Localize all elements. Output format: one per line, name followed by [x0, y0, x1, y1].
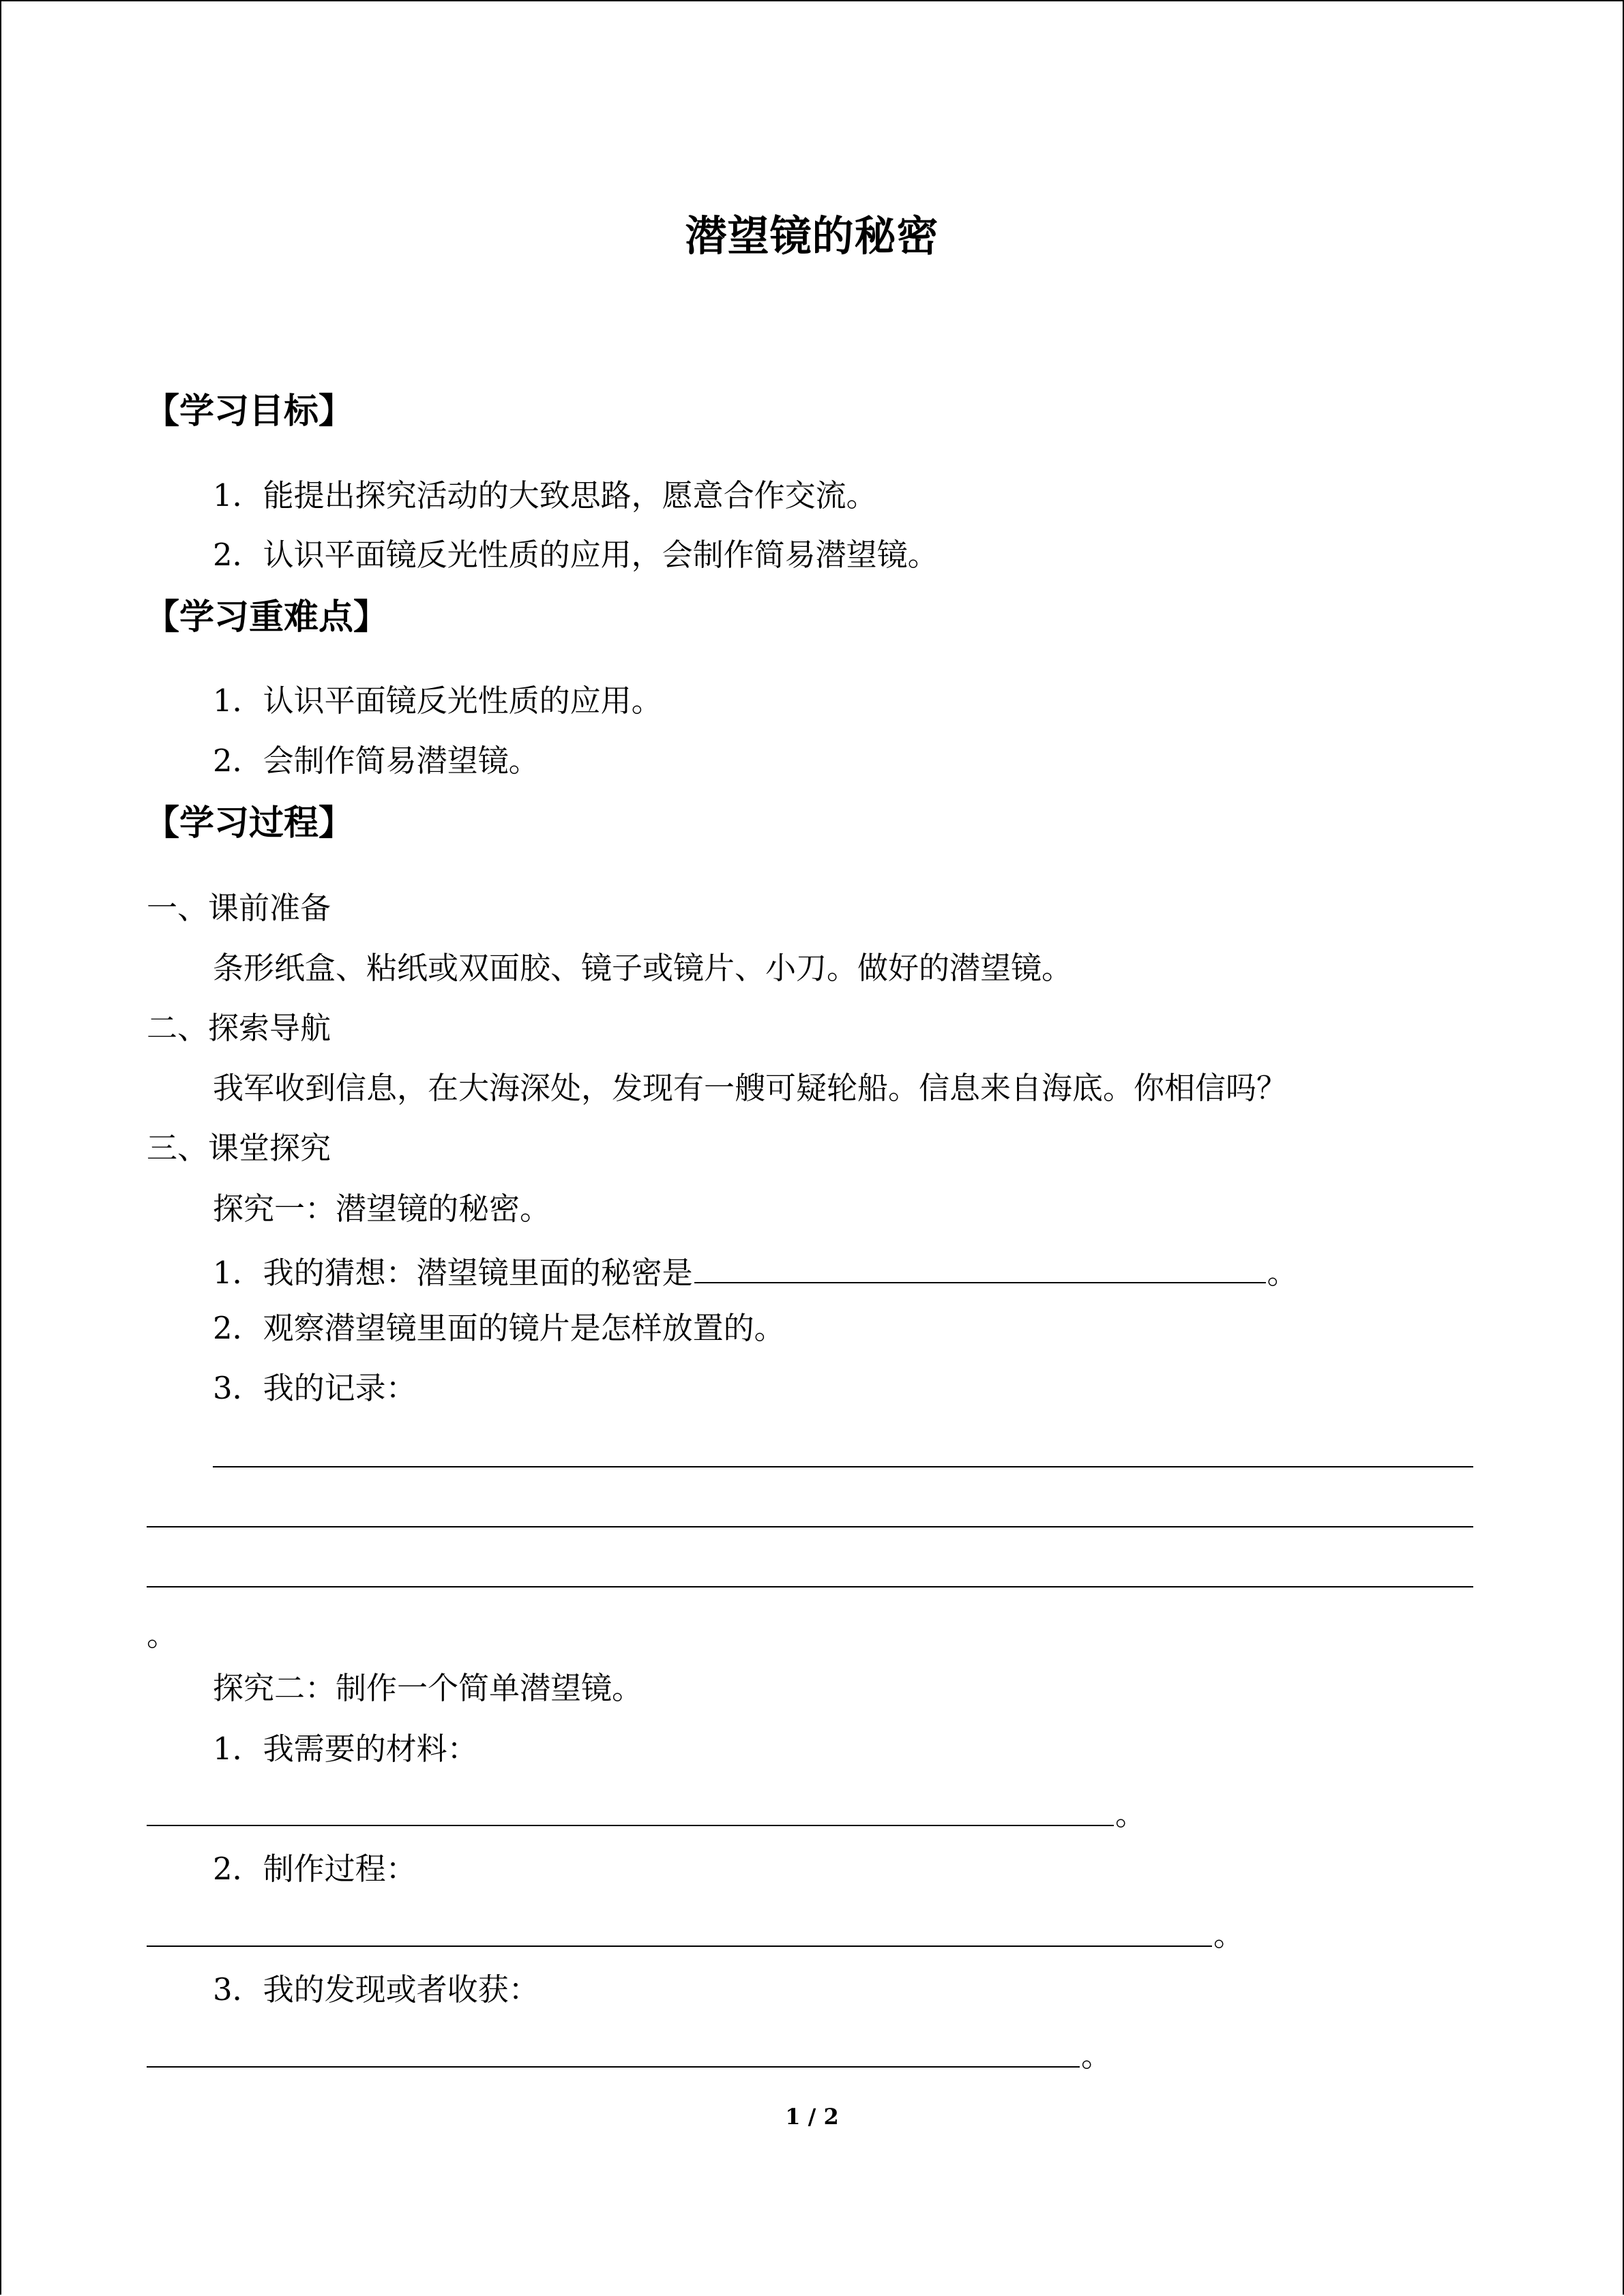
objective-item-2: 2．认识平面镜反光性质的应用，会制作简易潜望镜。: [213, 537, 939, 573]
part2-label: 二、探索导航: [147, 1010, 331, 1046]
inquiry2-q2: 2．制作过程：: [213, 1851, 417, 1887]
process-heading: 【学习过程】: [145, 803, 354, 844]
inquiry2-q1: 1．我需要的材料：: [213, 1731, 478, 1767]
record-line-1[interactable]: [213, 1466, 1473, 1467]
page-number: 1 / 2: [785, 2104, 839, 2130]
materials-answer-line[interactable]: [147, 1825, 1114, 1826]
record-end-mark: 。: [147, 1617, 178, 1653]
page-title: 潜望镜的秘密: [685, 212, 939, 260]
record-line-2[interactable]: [147, 1526, 1473, 1527]
objectives-heading: 【学习目标】: [145, 391, 354, 432]
key-point-item-2: 2．会制作简易潜望镜。: [213, 743, 540, 779]
process-end-mark: 。: [1213, 1917, 1245, 1953]
inquiry1-q3: 3．我的记录：: [213, 1370, 417, 1406]
objective-item-1: 1．能提出探究活动的大致思路，愿意合作交流。: [213, 477, 877, 513]
inquiry1-q1-suffix: 。: [1267, 1255, 1298, 1291]
materials-end-mark: 。: [1115, 1796, 1147, 1832]
inquiry1-title: 探究一：潜望镜的秘密。: [213, 1191, 551, 1227]
part3-label: 三、课堂探究: [147, 1130, 331, 1166]
inquiry2-q3: 3．我的发现或者收获：: [213, 1971, 540, 2008]
findings-end-mark: 。: [1081, 2038, 1112, 2074]
part1-text: 条形纸盒、粘纸或双面胶、镜子或镜片、小刀。做好的潜望镜。: [213, 950, 1073, 986]
inquiry1-q1-prefix: 1．我的猜想：潜望镜里面的秘密是: [213, 1255, 693, 1291]
key-points-heading: 【学习重难点】: [145, 597, 389, 638]
record-line-3[interactable]: [147, 1586, 1473, 1587]
part2-text: 我军收到信息，在大海深处，发现有一艘可疑轮船。信息来自海底。你相信吗？: [213, 1070, 1288, 1106]
process-answer-line[interactable]: [147, 1945, 1212, 1947]
findings-answer-line[interactable]: [147, 2066, 1080, 2068]
key-point-item-1: 1．认识平面镜反光性质的应用。: [213, 683, 662, 719]
inquiry1-q2: 2．观察潜望镜里面的镜片是怎样放置的。: [213, 1310, 785, 1346]
guess-answer-blank[interactable]: [694, 1253, 1266, 1283]
inquiry2-title: 探究二：制作一个简单潜望镜。: [213, 1670, 643, 1706]
inquiry1-q1: [213, 1253, 1298, 1291]
part1-label: 一、课前准备: [147, 890, 331, 926]
